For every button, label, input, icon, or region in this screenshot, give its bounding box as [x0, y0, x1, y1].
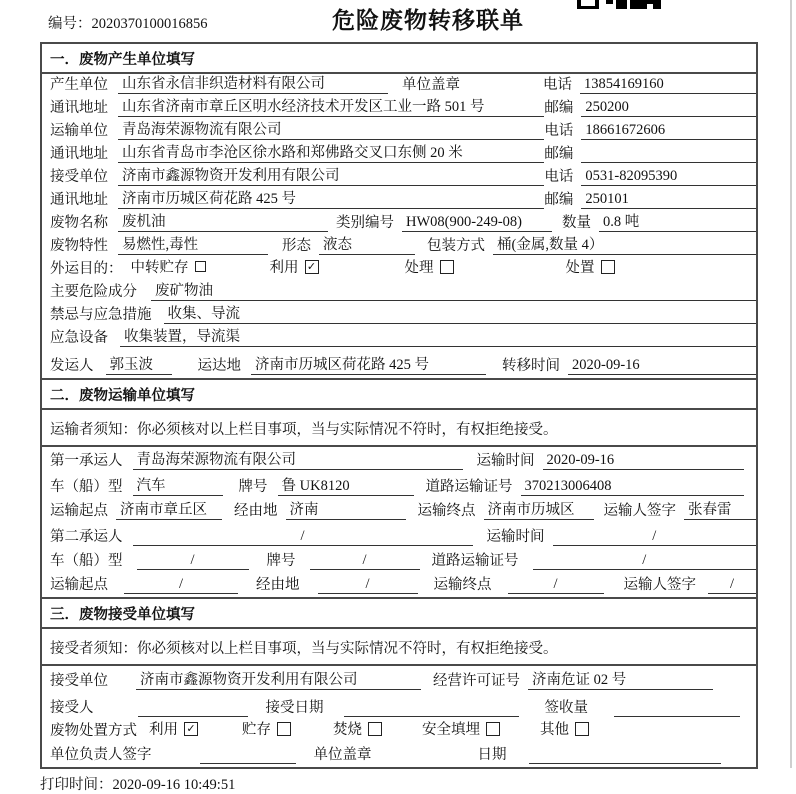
field-label: 产生单位	[50, 77, 108, 93]
field-value: /	[553, 527, 757, 546]
field-label: 单位盖章	[402, 77, 460, 93]
qr-module	[616, 0, 627, 9]
form-row	[42, 666, 756, 693]
field-label: 转移时间	[502, 358, 560, 374]
field-value: /	[533, 551, 757, 570]
serial-number: 2020370100016856	[91, 16, 208, 32]
field-value	[344, 699, 519, 717]
field-value: 青岛海荣源物流有限公司	[133, 451, 463, 470]
checkbox-label: 利用	[269, 260, 299, 276]
field-label: 接受单位	[50, 169, 108, 185]
checkbox-option	[149, 718, 198, 739]
field-value: 0.8 吨	[599, 213, 756, 232]
field-label: 接受单位	[50, 673, 108, 689]
field-value: 0531-82095390	[581, 167, 756, 186]
field-label: 第一承运人	[50, 453, 123, 469]
field-value: 13854169160	[580, 75, 756, 94]
field-label: 废物处置方式	[50, 723, 137, 739]
form-row	[42, 523, 756, 549]
field-value: 济南市鑫源物资开发利用有限公司	[118, 167, 544, 186]
page-edge-line	[790, 0, 792, 768]
field-label: 单位负责人签字	[50, 747, 152, 763]
field-label: 道路运输证号	[431, 553, 519, 569]
print-time-value: 2020-09-16 10:49:51	[112, 777, 236, 793]
field-label: 包装方式	[427, 238, 485, 254]
form-row	[42, 327, 756, 350]
field-value: /	[124, 575, 238, 594]
field-label: 车（船）型	[50, 553, 123, 569]
section-heading: 三．废物接受单位填写	[42, 599, 756, 629]
field-label: 邮编	[544, 100, 574, 116]
form-row	[42, 120, 756, 143]
field-value: 370213006408	[521, 477, 745, 496]
field-value: 废机油	[118, 213, 328, 232]
field-value: 青岛海荣源物流有限公司	[118, 121, 544, 140]
field-label: 单位盖章	[313, 747, 372, 763]
field-label: 应急设备	[50, 330, 108, 346]
field-label: 通讯地址	[50, 100, 108, 116]
field-label: 接受人	[50, 700, 94, 716]
field-value: 液态	[319, 236, 415, 255]
form-row	[42, 573, 756, 597]
field-label: 牌号	[238, 479, 268, 495]
checkbox-label: 贮存	[242, 722, 271, 738]
field-label: 牌号	[266, 553, 296, 569]
print-time-label: 打印时间：	[40, 777, 113, 793]
qr-module	[630, 0, 647, 9]
field-value: 济南	[286, 501, 406, 520]
field-value: 2020-09-16	[543, 451, 745, 470]
field-value: 济南危证 02 号	[528, 671, 713, 690]
field-value: 18661672606	[581, 121, 756, 140]
section-heading: 二．废物运输单位填写	[42, 380, 756, 410]
checkbox-option	[540, 718, 589, 739]
form-row	[42, 281, 756, 304]
checkbox	[440, 260, 454, 274]
field-value: /	[137, 551, 249, 570]
field-value: 山东省济南市章丘区明水经济技术开发区工业一路 501 号	[118, 98, 544, 117]
checkbox-option	[333, 718, 382, 739]
field-label: 通讯地址	[50, 192, 108, 208]
field-value: 张春雷	[684, 501, 756, 520]
checkbox-label: 中转贮存	[130, 260, 189, 276]
field-label: 道路运输证号	[425, 479, 513, 495]
checkbox-option	[422, 718, 500, 739]
field-label: 运输时间	[476, 453, 535, 469]
field-label: 接受日期	[265, 700, 324, 716]
field-label: 邮编	[544, 192, 574, 208]
form-row	[42, 549, 756, 573]
field-value: /	[708, 575, 756, 594]
field-label: 经由地	[256, 577, 300, 593]
field-label: 电话	[544, 123, 574, 139]
section-producer	[42, 44, 756, 378]
document-title: 危险废物转移联单	[332, 8, 524, 33]
form-row	[42, 189, 756, 212]
field-label: 电话	[543, 77, 572, 93]
form-table	[40, 42, 758, 769]
print-time-line	[40, 773, 796, 794]
field-value: 汽车	[133, 477, 223, 496]
field-label: 运输人签字	[603, 503, 676, 519]
field-label: 经由地	[234, 503, 278, 519]
form-row	[42, 258, 756, 281]
field-value: 山东省永信非织造材料有限公司	[118, 75, 388, 94]
field-value: 鲁 UK8120	[278, 477, 414, 496]
checkbox	[601, 260, 615, 274]
field-value: 收集、导流	[164, 305, 757, 324]
field-value: 250200	[581, 98, 756, 117]
form-row	[42, 212, 756, 235]
field-label: 运输单位	[50, 123, 108, 139]
field-label: 类别编号	[336, 215, 394, 231]
section-transporter	[42, 378, 756, 597]
section-heading: 一．废物产生单位填写	[42, 44, 756, 74]
qr-module	[606, 0, 613, 4]
field-value: 桶(金属,数量 4）	[493, 236, 756, 255]
serial-label: 编号：	[48, 16, 92, 32]
checkbox-option	[270, 256, 319, 277]
checkbox	[195, 261, 206, 272]
field-value: /	[133, 527, 473, 546]
field-label: 运输终点	[417, 503, 476, 519]
field-value: HW08(900-249-08)	[402, 213, 552, 232]
field-label: 第二承运人	[50, 529, 123, 545]
form-row	[42, 74, 756, 97]
field-value	[200, 746, 296, 764]
checkbox-label: 焚烧	[333, 722, 362, 738]
field-label: 形态	[282, 238, 311, 254]
field-value	[614, 699, 740, 717]
field-label: 签收量	[544, 700, 588, 716]
field-value: /	[310, 551, 420, 570]
field-value: 济南市章丘区	[116, 501, 222, 520]
field-label: 车（船）型	[50, 479, 123, 495]
form-row	[42, 499, 756, 523]
checkbox-option	[131, 256, 206, 277]
checkbox	[486, 722, 500, 736]
checkbox-option	[405, 256, 454, 277]
field-label: 主要危险成分	[50, 284, 137, 300]
field-value: 济南市鑫源物资开发利用有限公司	[136, 671, 421, 690]
field-label: 废物名称	[50, 215, 108, 231]
document-header	[0, 0, 796, 42]
field-label: 禁忌与应急措施	[50, 307, 152, 323]
field-label: 外运目的：	[50, 261, 123, 277]
form-row	[42, 743, 756, 767]
qr-module	[577, 0, 599, 9]
field-label: 运输人签字	[623, 577, 696, 593]
qr-code-partial	[577, 0, 661, 9]
form-row	[42, 693, 756, 720]
checkbox-label: 处置	[565, 260, 595, 276]
checkbox-option	[566, 256, 615, 277]
checkbox-label: 其他	[540, 722, 569, 738]
field-value: 易燃性,毒性	[118, 236, 268, 255]
checkbox-label: 利用	[149, 722, 178, 738]
field-value: 济南市历城区荷花路 425 号	[251, 356, 486, 375]
checkbox-option	[242, 718, 291, 739]
qr-module	[599, 0, 606, 1]
form-row	[42, 720, 756, 743]
field-label: 运达地	[197, 358, 241, 374]
form-row	[42, 447, 756, 473]
section-receiver	[42, 597, 756, 767]
field-value: /	[508, 575, 604, 594]
form-row	[42, 235, 756, 258]
form-row	[42, 473, 756, 499]
field-label: 电话	[544, 169, 574, 185]
field-value: 济南市历城区荷花路 425 号	[118, 190, 544, 209]
checkbox	[368, 722, 382, 736]
field-value: 济南市历城区	[484, 501, 594, 520]
checkbox	[575, 722, 589, 736]
field-value: 郭玉波	[106, 356, 172, 375]
serial-number-line	[48, 12, 208, 33]
field-value	[138, 699, 248, 717]
field-value: 250101	[581, 190, 756, 209]
field-label: 废物特性	[50, 238, 108, 254]
checkbox: ✓	[184, 722, 198, 736]
checkbox-label: 安全填埋	[422, 722, 480, 738]
field-label: 日期	[477, 747, 507, 763]
field-value: /	[318, 575, 418, 594]
form-row	[42, 143, 756, 166]
notice-text: 运输者须知：你必须核对以上栏目事项，当与实际情况不符时，有权拒绝接受。	[42, 410, 756, 447]
form-row	[42, 97, 756, 120]
field-label: 运输起点	[50, 577, 108, 593]
field-value: 山东省青岛市李沧区徐水路和郑佛路交叉口东侧 20 米	[118, 144, 544, 163]
field-label: 运输起点	[50, 503, 108, 519]
checkbox: ✓	[305, 260, 319, 274]
field-label: 运输时间	[486, 529, 545, 545]
qr-module	[653, 0, 661, 9]
checkbox-label: 处理	[404, 260, 434, 276]
field-value	[529, 746, 721, 764]
field-value: 收集装置，导流渠	[120, 328, 756, 347]
field-label: 经营许可证号	[433, 673, 520, 689]
field-value: 废矿物油	[151, 282, 756, 301]
checkbox	[277, 722, 291, 736]
form-row	[42, 304, 756, 327]
field-label: 通讯地址	[50, 146, 108, 162]
form-row	[42, 166, 756, 189]
field-label: 数量	[562, 215, 591, 231]
form-row	[42, 350, 756, 378]
field-value	[581, 145, 756, 163]
field-label: 发运人	[50, 358, 94, 374]
field-label: 邮编	[544, 146, 574, 162]
field-label: 运输终点	[433, 577, 492, 593]
notice-text: 接受者须知：你必须核对以上栏目事项，当与实际情况不符时，有权拒绝接受。	[42, 629, 756, 666]
field-value: 2020-09-16	[568, 356, 756, 375]
